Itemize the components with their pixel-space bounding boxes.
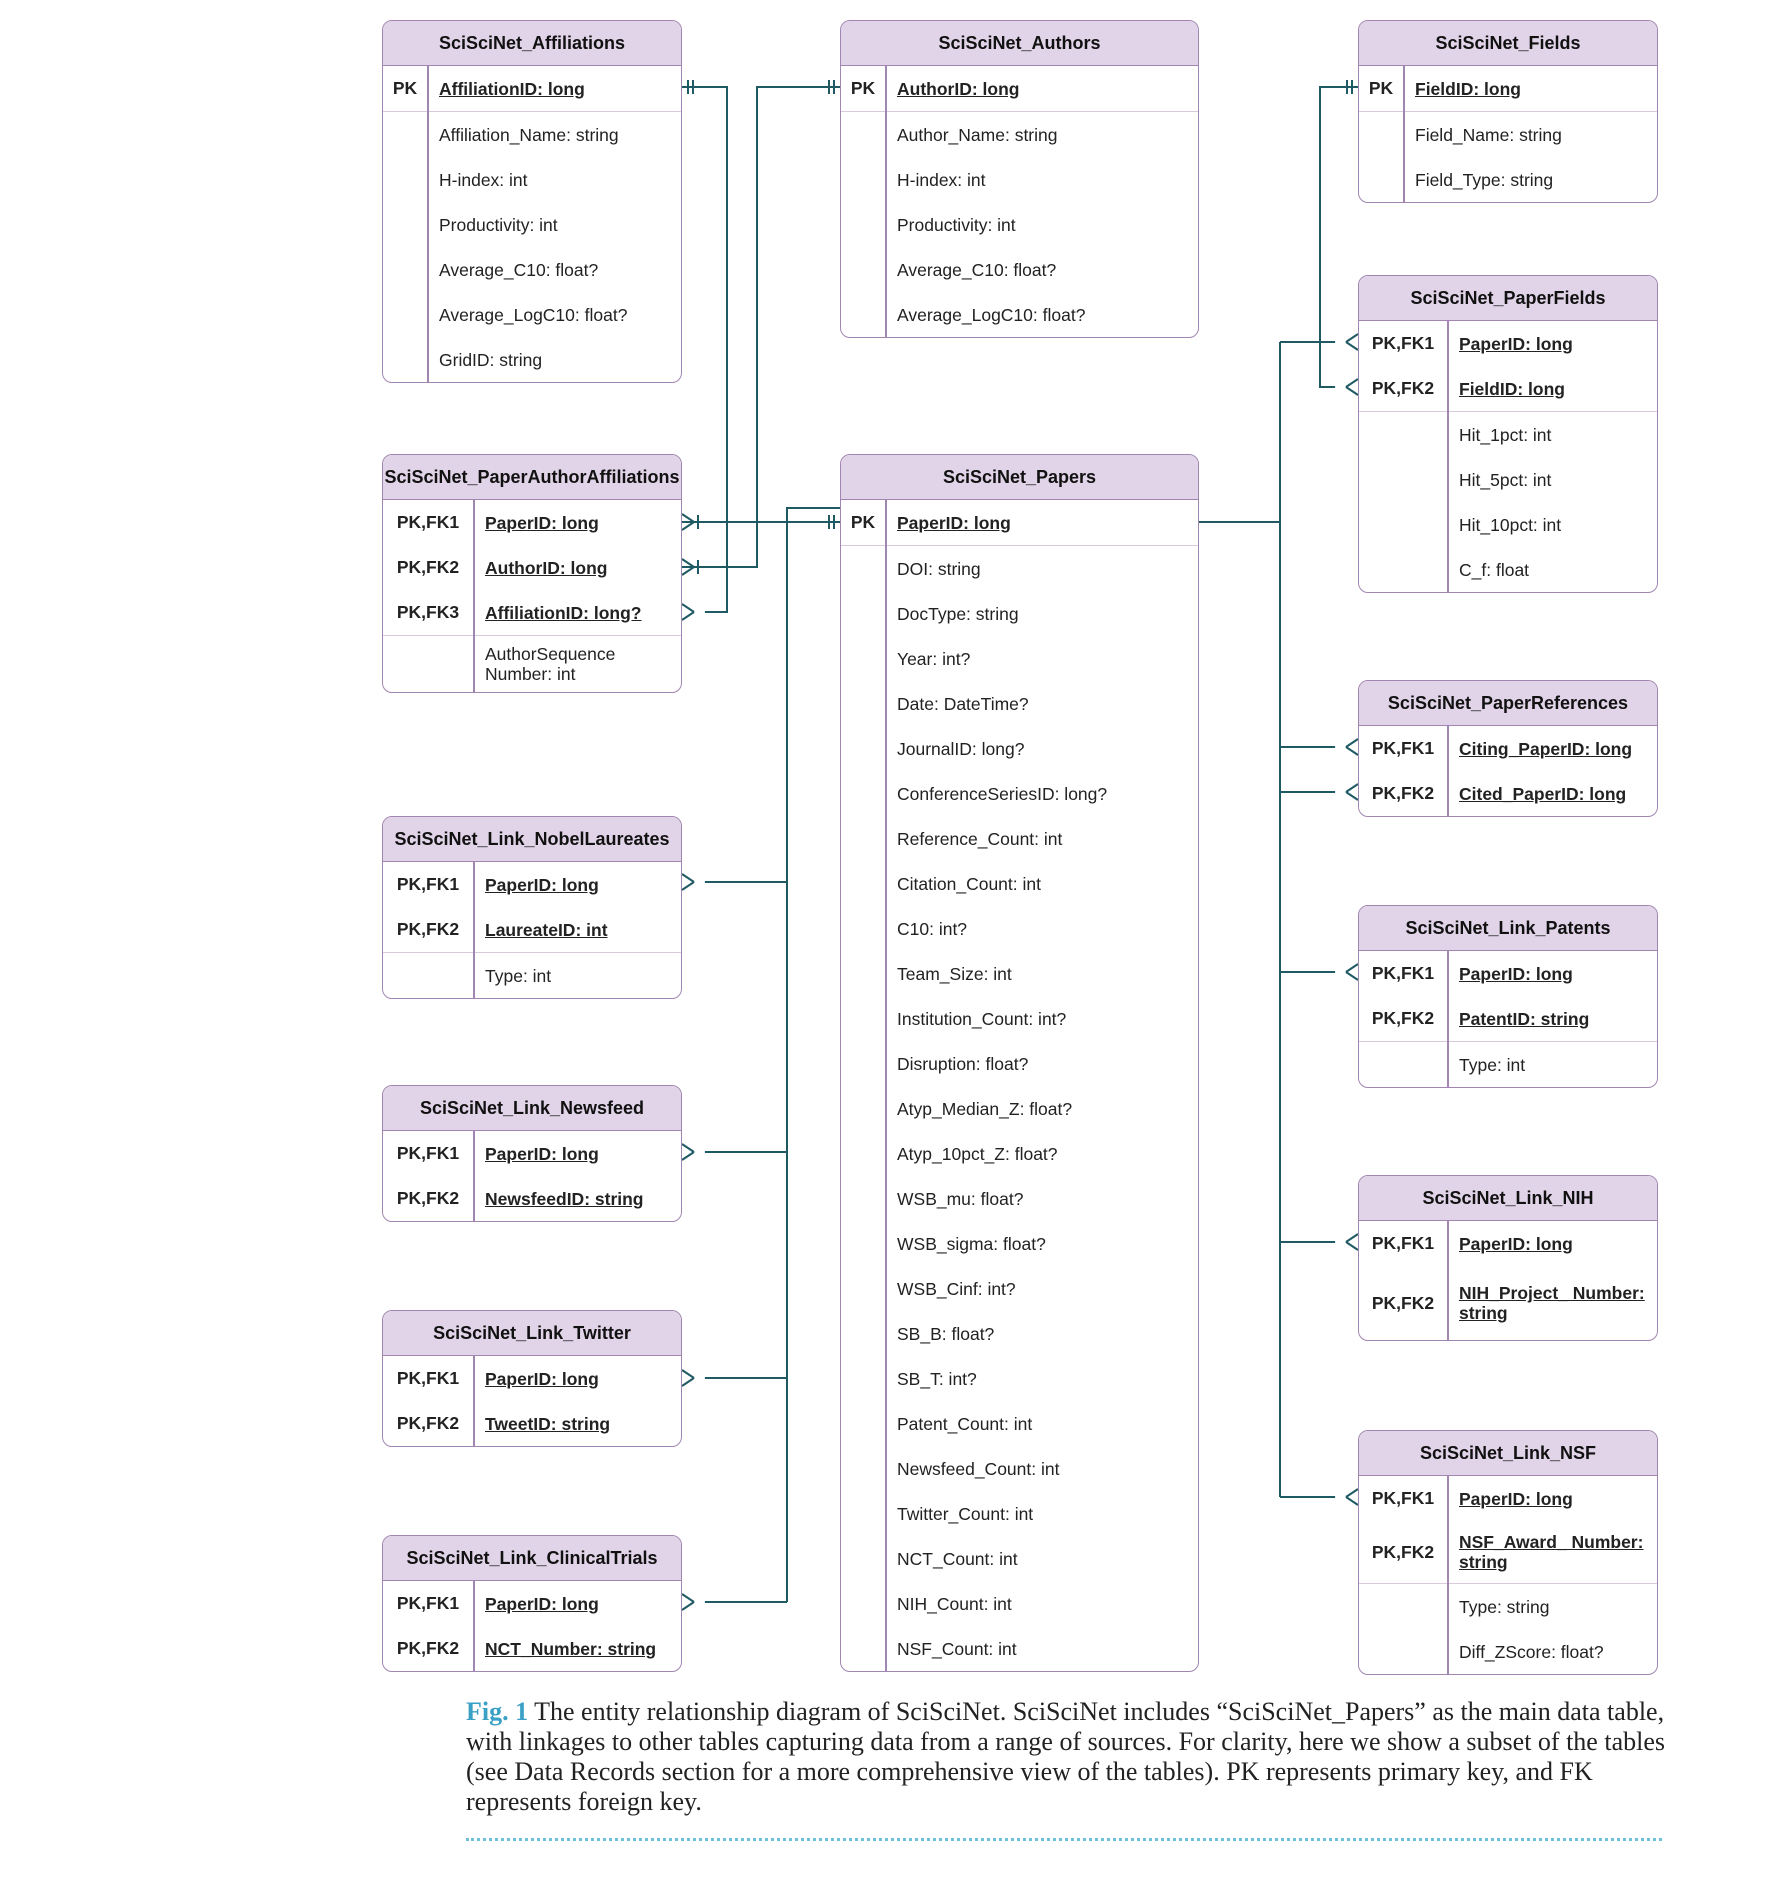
key-tag: PK,FK1 — [396, 1368, 460, 1388]
crow-foot — [682, 559, 694, 567]
attribute-field: Diff_ZScore: float? — [1459, 1641, 1604, 1662]
key-tag: PK,FK2 — [396, 1188, 460, 1208]
key-tag: PK,FK2 — [1371, 378, 1435, 398]
key-field: PatentID: string — [1459, 1008, 1590, 1029]
key-tag: PK,FK2 — [396, 1413, 460, 1433]
key-field: NIH_Project_ Number: string — [1459, 1283, 1645, 1323]
attribute-field: Disruption: float? — [897, 1053, 1029, 1074]
attribute-field: NCT_Count: int — [897, 1548, 1018, 1569]
attribute-field: WSB_Cinf: int? — [897, 1278, 1016, 1299]
attribute-row — [383, 247, 681, 292]
attribute-row — [841, 1131, 1198, 1176]
key-field: TweetID: string — [485, 1413, 611, 1434]
key-tag: PK,FK1 — [396, 512, 460, 532]
key-row — [383, 1131, 681, 1176]
key-field: PaperID: long — [485, 1143, 599, 1164]
trunk-left — [787, 508, 840, 1602]
attribute-row — [841, 1446, 1198, 1491]
attribute-field: Average_LogC10: float? — [897, 304, 1086, 325]
table-paper-author-affiliations — [382, 454, 682, 693]
connector-affiliation — [682, 87, 727, 612]
attribute-row — [841, 1626, 1198, 1671]
attribute-row — [383, 157, 681, 202]
crow-foot — [1346, 972, 1358, 980]
attribute-field: Author_Name: string — [897, 124, 1058, 145]
key-tag: PK,FK2 — [396, 1638, 460, 1658]
attribute-row — [1359, 157, 1657, 202]
key-row — [1359, 1476, 1657, 1521]
key-field: NCT_Number: string — [485, 1638, 657, 1659]
attribute-row — [841, 816, 1198, 861]
attribute-field: Atyp_Median_Z: float? — [897, 1098, 1073, 1119]
key-tag: PK — [850, 512, 876, 532]
table-patents — [1358, 905, 1658, 1088]
key-row — [383, 907, 681, 952]
attribute-row — [383, 202, 681, 247]
key-field: Cited_PaperID: long — [1459, 783, 1627, 804]
attribute-field: Team_Size: int — [897, 963, 1012, 984]
key-row — [383, 1626, 681, 1671]
key-tag: PK — [392, 78, 418, 98]
key-field: PaperID: long — [485, 874, 599, 895]
attribute-field: NIH_Count: int — [897, 1593, 1012, 1614]
key-field: FieldID: long — [1459, 378, 1565, 399]
attribute-row — [383, 337, 681, 382]
table-title: SciSciNet_Link_NSF — [1359, 1431, 1657, 1476]
table-clinical — [382, 1535, 682, 1672]
key-field: NSF_Award_ Number: string — [1459, 1532, 1644, 1572]
key-row — [1359, 1521, 1657, 1583]
attribute-row — [1359, 1042, 1657, 1087]
attribute-field: Field_Type: string — [1415, 169, 1554, 190]
table-nih — [1358, 1175, 1658, 1341]
crow-foot — [1346, 342, 1358, 350]
key-tag: PK,FK3 — [396, 602, 460, 622]
attribute-field: Productivity: int — [439, 214, 558, 235]
table-paper-fields — [1358, 275, 1658, 593]
zero-marker — [1335, 967, 1345, 977]
attribute-row — [841, 112, 1198, 157]
attribute-field: SB_T: int? — [897, 1368, 977, 1389]
table-authors — [840, 20, 1199, 338]
attribute-row — [841, 681, 1198, 726]
key-field: NewsfeedID: string — [485, 1188, 644, 1209]
zero-marker — [1335, 742, 1345, 752]
crow-foot — [1346, 1234, 1358, 1242]
attribute-row — [1359, 412, 1657, 457]
zero-marker — [695, 1147, 705, 1157]
attribute-field: Hit_10pct: int — [1459, 514, 1562, 535]
attribute-field: Patent_Count: int — [897, 1413, 1033, 1434]
key-row — [1359, 771, 1657, 816]
attribute-row — [1359, 547, 1657, 592]
table-papers — [840, 454, 1199, 1672]
table-title: SciSciNet_PaperAuthorAffiliations — [383, 455, 681, 500]
key-row — [1359, 1221, 1657, 1266]
table-title: SciSciNet_Link_Patents — [1359, 906, 1657, 951]
attribute-row — [841, 726, 1198, 771]
attribute-row — [841, 247, 1198, 292]
key-field: PaperID: long — [485, 1368, 599, 1389]
attribute-field: Type: int — [1459, 1054, 1526, 1075]
attribute-row — [841, 202, 1198, 247]
crow-foot — [1346, 334, 1358, 342]
key-tag: PK,FK1 — [396, 1593, 460, 1613]
key-row — [1359, 726, 1657, 771]
key-row — [383, 500, 681, 545]
table-title: SciSciNet_Link_Newsfeed — [383, 1086, 681, 1131]
key-row — [1359, 366, 1657, 411]
key-row — [1359, 996, 1657, 1041]
key-row — [383, 590, 681, 635]
caption-label: Fig. 1 — [466, 1697, 529, 1726]
crow-foot — [1346, 964, 1358, 972]
crow-foot — [1346, 747, 1358, 755]
key-tag: PK,FK1 — [396, 1143, 460, 1163]
key-row — [383, 862, 681, 907]
connector-author — [682, 87, 840, 567]
key-row — [383, 66, 681, 111]
table-title: SciSciNet_Papers — [841, 455, 1198, 500]
crow-foot — [682, 1594, 694, 1602]
attribute-field: Date: DateTime? — [897, 693, 1029, 714]
key-tag: PK — [1368, 78, 1394, 98]
key-tag: PK,FK2 — [396, 919, 460, 939]
attribute-row — [841, 1311, 1198, 1356]
key-field: PaperID: long — [485, 512, 599, 533]
table-title: SciSciNet_Link_Twitter — [383, 1311, 681, 1356]
attribute-field: Reference_Count: int — [897, 828, 1063, 849]
key-field: PaperID: long — [1459, 963, 1573, 984]
zero-marker — [695, 1597, 705, 1607]
attribute-row — [841, 951, 1198, 996]
key-row — [383, 1581, 681, 1626]
attribute-row — [841, 157, 1198, 202]
attribute-field: Affiliation_Name: string — [439, 124, 619, 145]
crow-foot — [682, 522, 694, 530]
attribute-field: Hit_5pct: int — [1459, 469, 1552, 490]
table-title: SciSciNet_Link_ClinicalTrials — [383, 1536, 681, 1581]
crow-foot — [682, 882, 694, 890]
crow-foot — [1346, 379, 1358, 387]
attribute-field: C_f: float — [1459, 559, 1530, 580]
attribute-row — [1359, 1629, 1657, 1674]
attribute-row — [1359, 1584, 1657, 1629]
key-field: AffiliationID: long — [439, 78, 585, 99]
attribute-field: SB_B: float? — [897, 1323, 995, 1344]
crow-foot — [682, 1378, 694, 1386]
key-tag: PK,FK1 — [1371, 738, 1435, 758]
attribute-field: DocType: string — [897, 603, 1019, 624]
attribute-field: ConferenceSeriesID: long? — [897, 783, 1108, 804]
key-field: FieldID: long — [1415, 78, 1521, 99]
attribute-field: Newsfeed_Count: int — [897, 1458, 1060, 1479]
attribute-field: WSB_sigma: float? — [897, 1233, 1046, 1254]
zero-marker — [695, 877, 705, 887]
attribute-row — [841, 1176, 1198, 1221]
attribute-row — [841, 996, 1198, 1041]
attribute-row — [841, 1536, 1198, 1581]
table-title: SciSciNet_Affiliations — [383, 21, 681, 66]
attribute-row — [841, 636, 1198, 681]
attribute-field: Institution_Count: int? — [897, 1008, 1067, 1029]
key-tag: PK,FK1 — [1371, 963, 1435, 983]
key-field: PaperID: long — [1459, 333, 1573, 354]
crow-foot — [1346, 387, 1358, 395]
attribute-field: H-index: int — [897, 169, 986, 190]
key-row — [1359, 951, 1657, 996]
attribute-row — [841, 546, 1198, 591]
table-title: SciSciNet_Authors — [841, 21, 1198, 66]
key-field: Citing_PaperID: long — [1459, 738, 1633, 759]
attribute-row — [841, 1581, 1198, 1626]
attribute-field: Twitter_Count: int — [897, 1503, 1034, 1524]
key-row — [841, 66, 1198, 111]
crow-foot — [1346, 1489, 1358, 1497]
key-tag: PK,FK2 — [396, 557, 460, 577]
attribute-row — [841, 861, 1198, 906]
attribute-field: JournalID: long? — [897, 738, 1025, 759]
attribute-row — [1359, 457, 1657, 502]
zero-marker — [1335, 382, 1345, 392]
table-twitter — [382, 1310, 682, 1447]
attribute-row — [841, 1491, 1198, 1536]
attribute-field: C10: int? — [897, 918, 968, 939]
attribute-field: Productivity: int — [897, 214, 1016, 235]
attribute-row — [841, 1086, 1198, 1131]
key-tag: PK,FK2 — [1371, 1008, 1435, 1028]
attribute-row — [841, 591, 1198, 636]
table-paper-references — [1358, 680, 1658, 817]
attribute-field: NSF_Count: int — [897, 1638, 1017, 1659]
crow-foot — [1346, 792, 1358, 800]
attribute-row — [841, 1266, 1198, 1311]
attribute-field: Average_C10: float? — [897, 259, 1057, 280]
attribute-row — [383, 636, 681, 692]
attribute-field: H-index: int — [439, 169, 528, 190]
attribute-row — [841, 1221, 1198, 1266]
attribute-row — [383, 112, 681, 157]
key-field: AffiliationID: long? — [485, 602, 642, 623]
crow-foot — [682, 1602, 694, 1610]
attribute-field: Hit_1pct: int — [1459, 424, 1552, 445]
key-row — [841, 500, 1198, 545]
attribute-row — [1359, 112, 1657, 157]
figure-caption — [466, 1697, 1676, 1817]
attribute-row — [841, 1041, 1198, 1086]
attribute-field: GridID: string — [439, 349, 543, 370]
key-row — [383, 1401, 681, 1446]
key-field: PaperID: long — [485, 1593, 599, 1614]
attribute-field: Year: int? — [897, 648, 971, 669]
attribute-field: Type: int — [485, 965, 552, 986]
attribute-field: DOI: string — [897, 558, 981, 579]
crow-foot — [1346, 1242, 1358, 1250]
key-tag: PK,FK2 — [1371, 1292, 1435, 1313]
attribute-field: Citation_Count: int — [897, 873, 1041, 894]
zero-marker — [695, 607, 705, 617]
crow-foot — [682, 1370, 694, 1378]
table-title: SciSciNet_Fields — [1359, 21, 1657, 66]
key-row — [383, 545, 681, 590]
crow-foot — [682, 604, 694, 612]
key-tag: PK,FK2 — [1371, 783, 1435, 803]
key-row — [1359, 1266, 1657, 1340]
key-row — [383, 1356, 681, 1401]
table-title: SciSciNet_Link_NobelLaureates — [383, 817, 681, 862]
key-field: AuthorID: long — [485, 557, 608, 578]
key-field: AuthorID: long — [897, 78, 1020, 99]
table-nsf — [1358, 1430, 1658, 1675]
zero-marker — [1335, 1492, 1345, 1502]
table-title: SciSciNet_Link_NIH — [1359, 1176, 1657, 1221]
caption-text: The entity relationship diagram of SciSciNet. SciSciNet includes “SciSciNet_Papers” as the main data table, with linkages to other tables capturing data from a range of sources. For clarity, here we show a subset of the tables (see Data Records section for a more comprehensive view of the tables). PK represents primary key, and FK represents foreign key. — [466, 1697, 1665, 1816]
crow-foot — [1346, 784, 1358, 792]
table-newsfeed — [382, 1085, 682, 1222]
crow-foot — [1346, 739, 1358, 747]
key-tag: PK,FK1 — [1371, 333, 1435, 353]
attribute-field: Average_C10: float? — [439, 259, 599, 280]
attribute-row — [841, 1401, 1198, 1446]
key-tag: PK,FK1 — [1371, 1488, 1435, 1508]
zero-marker — [1335, 787, 1345, 797]
key-tag: PK,FK1 — [396, 874, 460, 894]
key-field: LaureateID: int — [485, 919, 608, 940]
attribute-field: Field_Name: string — [1415, 124, 1562, 145]
key-field: PaperID: long — [1459, 1233, 1573, 1254]
attribute-field: Atyp_10pct_Z: float? — [897, 1143, 1058, 1164]
crow-foot — [682, 874, 694, 882]
crow-foot — [682, 612, 694, 620]
zero-marker — [1335, 1237, 1345, 1247]
attribute-field: AuthorSequence Number: int — [485, 644, 616, 684]
attribute-field: Average_LogC10: float? — [439, 304, 628, 325]
table-fields — [1358, 20, 1658, 203]
crow-foot — [682, 1152, 694, 1160]
key-tag: PK,FK1 — [1371, 1233, 1435, 1253]
attribute-row — [841, 1356, 1198, 1401]
key-tag: PK,FK2 — [1371, 1541, 1435, 1562]
key-row — [1359, 66, 1657, 111]
crow-foot — [682, 1144, 694, 1152]
key-tag: PK — [850, 78, 876, 98]
crow-foot — [1346, 1497, 1358, 1505]
attribute-field: Type: string — [1459, 1596, 1550, 1617]
caption-divider — [466, 1838, 1662, 1841]
zero-marker — [1335, 337, 1345, 347]
crow-foot — [682, 567, 694, 575]
table-title: SciSciNet_PaperFields — [1359, 276, 1657, 321]
attribute-row — [841, 906, 1198, 951]
attribute-row — [383, 953, 681, 998]
table-nobel — [382, 816, 682, 999]
attribute-field: WSB_mu: float? — [897, 1188, 1024, 1209]
attribute-row — [383, 292, 681, 337]
zero-marker — [695, 1373, 705, 1383]
attribute-row — [841, 771, 1198, 816]
table-title: SciSciNet_PaperReferences — [1359, 681, 1657, 726]
crow-foot — [682, 514, 694, 522]
key-row — [1359, 321, 1657, 366]
key-row — [383, 1176, 681, 1221]
key-field: PaperID: long — [897, 512, 1011, 533]
key-field: PaperID: long — [1459, 1488, 1573, 1509]
attribute-row — [841, 292, 1198, 337]
attribute-row — [1359, 502, 1657, 547]
table-affiliations — [382, 20, 682, 383]
